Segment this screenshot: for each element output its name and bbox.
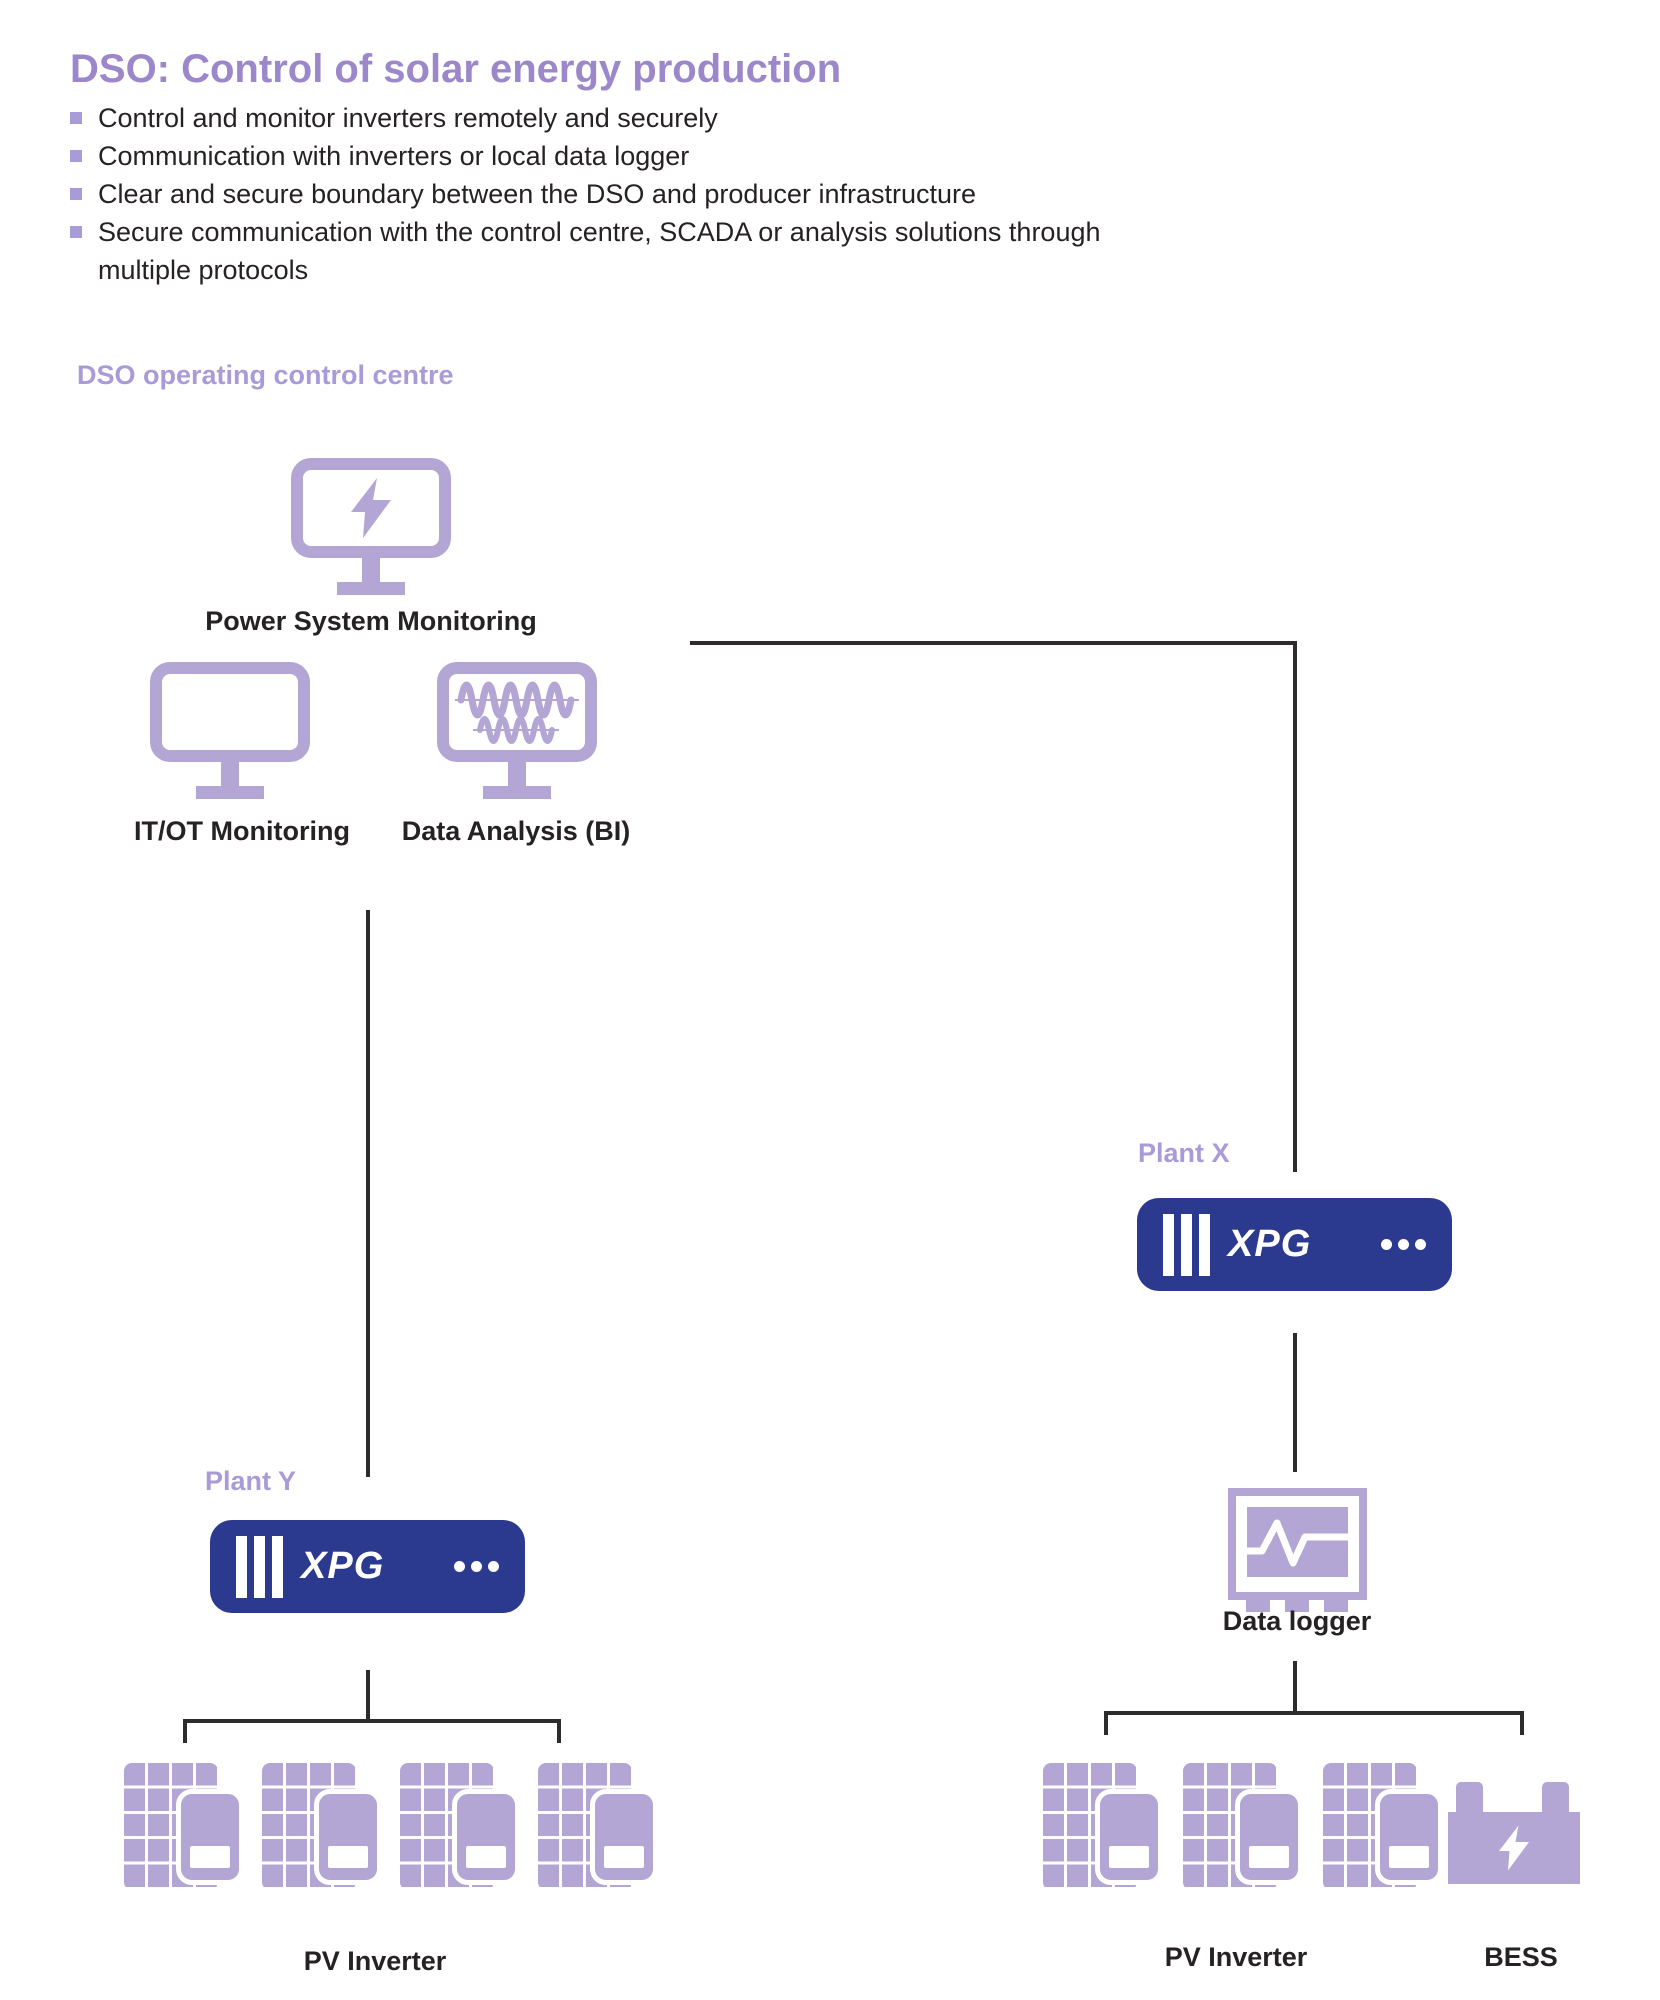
branch-y-tick-left bbox=[183, 1719, 187, 1743]
connector-plant-y-vertical bbox=[366, 910, 370, 1477]
pv-inverter-icon bbox=[1043, 1763, 1163, 1893]
bullet-item: Clear and secure boundary between the DSO and producer infrastructure bbox=[70, 175, 1150, 213]
control-centre-label: DSO operating control centre bbox=[77, 360, 454, 390]
connector-logger-to-branch bbox=[1293, 1661, 1297, 1715]
menu-dots-icon bbox=[454, 1561, 499, 1572]
pv-inverter-icon bbox=[400, 1763, 520, 1893]
gateway-device-plant-y bbox=[210, 1520, 525, 1613]
monitor-lightning-icon bbox=[291, 458, 451, 595]
connector-gateway-x-to-logger bbox=[1293, 1333, 1297, 1472]
bullet-item: Secure communication with the control centre, SCADA or analysis solutions through multiple protocols bbox=[70, 213, 1150, 289]
lightning-bolt-icon bbox=[1499, 1823, 1529, 1873]
bullet-item: Control and monitor inverters remotely and securely bbox=[70, 99, 1150, 137]
data-analysis-label: Data Analysis (BI) bbox=[401, 816, 631, 846]
bullet-item: Communication with inverters or local data logger bbox=[70, 137, 1150, 175]
pv-inverter-row-plant-y bbox=[124, 1763, 684, 1895]
bullet-list bbox=[70, 99, 1150, 289]
menu-dots-icon bbox=[1381, 1239, 1426, 1250]
xpg-logo-bars-icon bbox=[1163, 1214, 1210, 1276]
page-title: DSO: Control of solar energy production bbox=[70, 47, 842, 91]
data-logger-icon bbox=[1228, 1488, 1367, 1600]
gateway-brand-label: XPG bbox=[1228, 1223, 1312, 1265]
inverter-box-icon bbox=[590, 1789, 658, 1885]
data-logger-label: Data logger bbox=[1222, 1606, 1372, 1636]
pv-inverter-icon bbox=[262, 1763, 382, 1893]
bess-label: BESS bbox=[1484, 1942, 1558, 1972]
branch-x-tick-right bbox=[1520, 1711, 1524, 1735]
gateway-brand-label: XPG bbox=[301, 1545, 385, 1587]
inverter-box-icon bbox=[452, 1789, 520, 1885]
connector-plant-x-vertical bbox=[1293, 641, 1297, 1172]
power-system-monitoring-label: Power System Monitoring bbox=[205, 606, 537, 636]
waveform-icon bbox=[451, 676, 583, 748]
inverter-box-icon bbox=[1375, 1789, 1443, 1885]
inverter-box-icon bbox=[1235, 1789, 1303, 1885]
pv-inverter-icon bbox=[1183, 1763, 1303, 1893]
connector-centre-to-plant-x-horizontal bbox=[690, 641, 1297, 645]
xpg-logo-bars-icon bbox=[236, 1536, 283, 1598]
pv-inverter-label-plant-x: PV Inverter bbox=[1164, 1942, 1308, 1972]
inverter-box-icon bbox=[176, 1789, 244, 1885]
plant-y-label: Plant Y bbox=[205, 1466, 297, 1496]
connector-gateway-y-to-branch bbox=[366, 1670, 370, 1723]
branch-y-tick-right bbox=[557, 1719, 561, 1743]
inverter-box-icon bbox=[314, 1789, 382, 1885]
lightning-bolt-icon bbox=[350, 478, 392, 538]
branch-x-tick-left bbox=[1104, 1711, 1108, 1735]
gateway-device-plant-x bbox=[1137, 1198, 1452, 1291]
plant-x-label: Plant X bbox=[1138, 1138, 1230, 1168]
monitor-icon bbox=[150, 662, 310, 799]
pv-inverter-label-plant-y: PV Inverter bbox=[303, 1946, 447, 1976]
branch-y-horizontal bbox=[183, 1719, 561, 1723]
monitor-waveform-icon bbox=[437, 662, 597, 799]
pv-inverter-icon bbox=[538, 1763, 658, 1893]
pv-inverter-icon bbox=[1323, 1763, 1443, 1893]
branch-x-horizontal bbox=[1104, 1711, 1524, 1715]
inverter-box-icon bbox=[1095, 1789, 1163, 1885]
logger-graph-icon bbox=[1247, 1507, 1348, 1577]
bess-battery-icon bbox=[1448, 1782, 1580, 1884]
pv-inverter-icon bbox=[124, 1763, 244, 1893]
it-ot-monitoring-label: IT/OT Monitoring bbox=[134, 816, 350, 846]
